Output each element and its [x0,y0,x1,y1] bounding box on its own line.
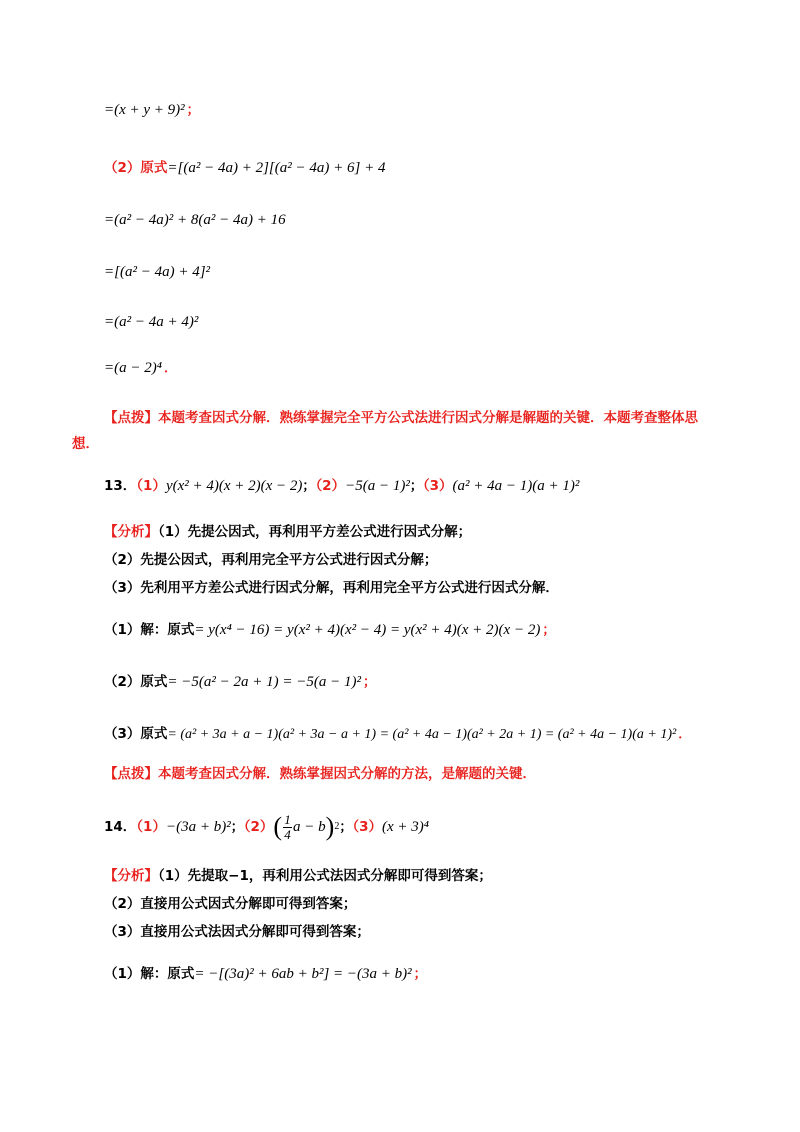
math-expression: =(x + y + 9)² [104,102,185,118]
math-line-4 [104,262,210,282]
exponent: 2 [334,821,340,832]
separator: ； [302,479,316,494]
line-tail: ； [186,103,200,118]
math-expression: = (a² + 3a + a − 1)(a² + 3a − a + 1) = (a² + 4a − 1)(a² + 2a + 1) = (a² + 4a − 1)(a + 1)² [167,727,677,742]
line-tail: ； [413,967,427,982]
question-number: 14． [104,819,137,835]
math-expression: =(a² − 4a)² + 8(a² − 4a) + 16 [104,212,286,228]
answer-2: −5(a − 1)² [345,478,410,494]
math-expression: =(a − 2)⁴ [104,360,162,376]
fenxi-14-line-3 [104,922,370,942]
part-label: （1）解：原式 [104,622,195,638]
fenxi-text: （2）直接用公式因式分解即可得到答案； [104,896,357,912]
fenxi-text: （1）先提公因式，再利用平方差公式进行因式分解； [158,524,472,540]
line-tail: ； [363,675,377,690]
answer-3: (a² + 4a − 1)(a + 1)² [452,478,580,494]
math-expression: =(a² − 4a + 4)² [104,314,199,330]
fenxi-13-line-3 [104,578,559,598]
answer-2: ( 1 4 a − b ) 2 [273,811,340,842]
question-14-answers [104,812,429,843]
part-label: （1） [136,478,166,494]
fenxi-tag: 【分析】 [104,524,158,540]
line-tail: ． [678,727,692,742]
line-tail: ； [542,623,556,638]
fenxi-text: （3）直接用公式法因式分解即可得到答案； [104,924,370,940]
dianbo-note-1-cont [72,434,99,454]
dianbo-note-1 [104,408,698,428]
part-label: （2）原式 [104,160,168,176]
math-expression: = −[(3a)² + 6ab + b²] = −(3a + b)² [194,966,412,982]
separator: ； [409,479,423,494]
math-line-5 [104,312,198,332]
fenxi-text: （3）先利用平方差公式进行因式分解，再利用完全平方公式进行因式分解． [104,580,559,596]
dianbo-note-2 [104,764,536,784]
fenxi-14-line-2 [104,894,356,914]
fraction-denominator: 4 [284,826,291,842]
solution-13-2 [104,672,376,693]
math-expression: =[(a² − 4a) + 4]² [104,264,211,280]
fenxi-13-line-1 [104,522,471,542]
answer-1: y(x² + 4)(x + 2)(x − 2) [165,478,303,494]
part-label: （3） [352,819,382,835]
math-line-2 [104,158,385,178]
question-13-answers [104,476,579,497]
math-expression: =[(a² − 4a) + 2][(a² − 4a) + 6] + 4 [167,160,386,176]
part-label: （2） [315,478,346,494]
part-label: （3）原式 [104,726,168,742]
fraction-numerator: 1 [284,811,291,827]
solution-14-1 [104,964,427,985]
math-line-1 [104,100,200,121]
fenxi-14-line-1 [104,866,492,886]
separator: ； [339,820,353,835]
answer-1: −(3a + b)² [165,819,231,835]
part-label: （2） [243,819,274,835]
dianbo-tag: 【点拨】 [104,766,158,782]
fenxi-tag: 【分析】 [104,868,158,884]
dianbo-text: 本题考查因式分解．熟练掌握因式分解的方法，是解题的关键． [158,766,536,782]
solution-13-3 [104,724,691,745]
part-label: （3） [422,478,453,494]
fenxi-text: （2）先提公因式，再利用完全平方公式进行因式分解； [104,552,438,568]
dianbo-text: 本题考查因式分解．熟练掌握完全平方公式法进行因式分解是解题的关键．本题考查整体思 [158,410,698,426]
dianbo-text: 想． [72,436,99,452]
part-label: （1） [136,819,166,835]
part-label: （1）解：原式 [104,966,195,982]
math-expression: = −5(a² − 2a + 1) = −5(a − 1)² [167,674,361,690]
math-line-3 [104,210,286,230]
solution-13-1 [104,620,555,641]
fenxi-13-line-2 [104,550,437,570]
answer-3: (x + 3)⁴ [382,819,429,835]
separator: ； [230,820,244,835]
part-label: （2）原式 [104,674,168,690]
question-number: 13． [104,478,137,494]
math-expression: = y(x⁴ − 16) = y(x² + 4)(x² − 4) = y(x² + 4)(x + 2)(x − 2) [194,622,541,638]
fenxi-text: （1）先提取−1，再利用公式法因式分解即可得到答案； [158,868,492,884]
answer-2-rest: a − b [293,819,326,835]
dianbo-tag: 【点拨】 [104,410,158,426]
math-line-6 [104,358,177,379]
line-tail: ． [163,361,177,376]
